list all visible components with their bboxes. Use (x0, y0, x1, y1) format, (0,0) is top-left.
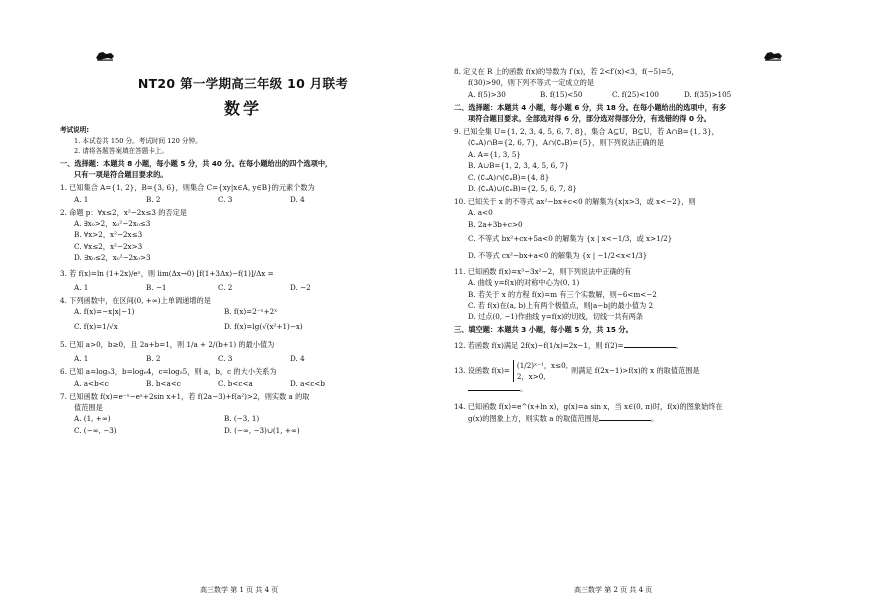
lion-logo-icon (94, 46, 116, 58)
option-c: C. (−∞, −3) (74, 425, 117, 435)
lion-logo-icon (762, 46, 784, 58)
page-footer: 高三数学 第 1 页 共 4 页 (200, 586, 279, 594)
option-d: D. f(35)>105 (684, 89, 732, 99)
question-6-stem: 6. 已知 a=log₅3，b=log₆4，c=log₅5，则 a，b，c 的大小关系为 (60, 367, 277, 377)
option-a: A. f(x)=−x|x|−1) (74, 307, 135, 317)
option-b: B. (−3, 1) (224, 414, 260, 424)
option-d: D. 过点(0, −1)作曲线 y=f(x)的切线，切线一共有两条 (468, 312, 644, 322)
option-d: D. (∁ᵤA)∪(∁ᵤB)={2, 5, 6, 7, 8} (468, 184, 577, 194)
question-7-options-ab (60, 413, 426, 424)
piece-2: 2，x>0, (516, 372, 546, 382)
option-a: A. a<0 (468, 208, 493, 218)
section-2-heading: 二、选择题：本题共 4 小题，每小题 6 分，共 18 分。在每小题给出的选项中，有多 (454, 102, 727, 112)
section-3-heading: 三、填空题：本题共 3 小题，每小题 5 分，共 15 分。 (454, 325, 633, 335)
question-12 (454, 337, 830, 354)
option-d: D. 4 (290, 194, 305, 204)
option-d: D. 4 (290, 354, 305, 364)
answer-blank[interactable] (468, 382, 520, 391)
question-4-stem: 4. 下列函数中，在区间(0, +∞)上单调递增的是 (60, 296, 211, 306)
piecewise-brace (513, 360, 568, 382)
option-a: A. f(5)>30 (468, 89, 506, 99)
question-14-end: 。 (650, 413, 659, 423)
question-10-stem: 10. 已知关于 x 的不等式 ax²−bx+c<0 的解集为{x|x>3，或 x<−2}，则 (454, 196, 696, 206)
option-a: A. 1 (74, 283, 89, 293)
question-9-stem-cont: (∁ᵤA)∩B={2, 6, 7}，A∩(∁ᵤB)={5}，则下列说法正确的是 (468, 138, 664, 148)
section-2-heading-cont: 项符合题目要求。全部选对得 6 分，部分选对得部分分，有选错的得 0 分。 (468, 114, 711, 124)
question-13-tail: 则满足 f(2x−1)>f(x)的 x 的取值范围是 (570, 366, 700, 376)
question-5-stem: 5. 已知 a>0，b≥0，且 2a+b=1，则 1/a + 2/(b+1) 的最小值为 (60, 340, 275, 350)
question-12-stem: 12. 若函数 f(x)满足 2f(x)−f(1/x)=2x−1，则 f(2)= (454, 341, 624, 351)
option-d: D. (−∞, −3)∪(1, +∞) (224, 425, 300, 435)
question-5-options (60, 353, 426, 364)
question-1-options (60, 194, 426, 205)
option-a: A. 曲线 y=f(x)的对称中心为(0, 1) (468, 278, 580, 288)
instructions-heading: 考试说明: (60, 126, 90, 134)
option-d: D. −2 (290, 283, 311, 293)
question-3-stem: 3. 若 f(x)=ln (1+2x)/eˣ，则 lim(Δx→0) [f(1+3Δx)−f(1)]/Δx = (60, 269, 274, 279)
option-c: C. f(x)=1/√x (74, 321, 118, 331)
instruction-2: 2. 请将各题答案填在答题卡上。 (74, 147, 169, 155)
option-c: C. 3 (218, 194, 233, 204)
question-11-stem: 11. 已知函数 f(x)=x³−3x²−2，则下列说法中正确的有 (454, 266, 632, 276)
question-7-stem: 7. 已知函数 f(x)=e⁻ˣ−eˣ+2sin x+1，若 f(2a−3)+f(a²)>2，则实数 a 的取 (60, 391, 310, 401)
option-b: B. −1 (146, 283, 167, 293)
question-12-end: 。 (675, 341, 683, 351)
option-a: A. a<b<c (74, 378, 109, 388)
piece-1: (1/2)ˣ⁻¹，x≤0, (516, 361, 568, 371)
right-page (440, 0, 870, 615)
question-13-stem: 13. 设函数 f(x)= (454, 366, 510, 376)
option-c: C. 不等式 bx²+cx+5a<0 的解集为 {x | x<−1/3，或 x>1/2} (468, 234, 673, 244)
question-13 (454, 360, 830, 382)
option-b: B. A∪B={1, 2, 3, 4, 5, 6, 7} (468, 161, 569, 171)
question-13-end: 。 (520, 384, 528, 394)
question-8-options (454, 89, 830, 100)
question-3-options (60, 282, 426, 293)
section-1-heading: 一、选择题：本题共 8 小题，每小题 5 分，共 40 分。在每小题给出的四个选项中， (60, 159, 333, 168)
option-d: D. ∃x₀≤2，x₀²−2x₀>3 (74, 253, 151, 263)
question-9-stem: 9. 已知全集 U={1, 2, 3, 4, 5, 6, 7, 8}，集合 A⊆U，B⊆U，若 A∩B={1, 3}， (454, 127, 719, 137)
option-c: C. b<c<a (218, 378, 253, 388)
option-b: B. 若关于 x 的方程 f(x)=m 有三个实数解，则−6<m<−2 (468, 289, 657, 299)
question-13-answer (454, 382, 830, 394)
question-14-stem-cont: g(x)的图象上方，则实数 a 的取值范围是 (468, 413, 599, 423)
page-footer: 高三数学 第 2 页 共 4 页 (574, 586, 653, 594)
answer-blank[interactable] (624, 339, 676, 348)
option-d: D. f(x)=lg(√(x²+1)−x) (224, 321, 303, 331)
option-b: B. 2 (146, 194, 161, 204)
question-14-stem-cont-line (454, 412, 830, 424)
question-8-stem: 8. 定义在 R 上的函数 f(x)的导数为 f′(x)，若 2<f′(x)<3，f(−5)=5， (454, 67, 679, 76)
option-a: A. 1 (74, 194, 89, 204)
exam-title: NT20 第一学期高三年级 10 月联考 (137, 76, 349, 91)
option-d: D. a<c<b (290, 378, 326, 388)
option-b: B. 2 (146, 354, 161, 364)
subject-title: 数学 (223, 99, 262, 118)
option-c: C. f(25)<100 (612, 89, 659, 99)
section-1-heading-cont: 只有一项是符合题目要求的。 (74, 170, 168, 180)
option-d: D. 不等式 cx²−bx+a<0 的解集为 {x | −1/2<x<1/3} (468, 251, 648, 261)
option-b: B. ∀x>2，x²−2x≤3 (74, 230, 143, 240)
question-7-stem-cont: 值范围是 (74, 403, 103, 412)
question-7-options-cd (60, 425, 426, 436)
option-b: B. b<a<c (146, 378, 181, 388)
option-a: A. ∃x₀>2，x₀²−2x₀≤3 (74, 219, 151, 229)
option-c: C. (∁ᵤA)∩(∁ᵤB)={4, 8} (468, 172, 550, 182)
option-c: C. 3 (218, 354, 233, 364)
answer-blank[interactable] (599, 412, 651, 421)
question-14-stem: 14. 已知函数 f(x)=e^(x+ln x)，g(x)=a sin x，当 x∈(0, π)时，f(x)的图象始终在 (454, 401, 723, 411)
option-c: C. 2 (218, 283, 233, 293)
option-b: B. 2a+3b+c>0 (468, 219, 523, 229)
option-a: A. A={1, 3, 5} (468, 149, 521, 159)
question-4-options-ab (60, 306, 426, 317)
question-6-options (60, 378, 426, 389)
option-c: C. ∀x≤2，x²−2x>3 (74, 241, 143, 251)
question-8-stem-cont: f(30)>90，则下列不等式一定成立的是 (468, 78, 595, 88)
instruction-1: 1. 本试卷共 150 分。考试时间 120 分钟。 (74, 136, 202, 145)
question-4-options-cd (60, 318, 426, 335)
question-1-stem: 1. 已知集合 A={1, 2}，B={3, 6}，则集合 C={xy|x∈A, y∈B}的元素个数为 (60, 183, 315, 193)
option-b: B. f(15)<50 (540, 89, 583, 99)
option-a: A. (1, +∞) (74, 414, 111, 424)
option-c: C. 若 f(x)在(a, b)上有两个极值点，则|a−b|的最小值为 2 (468, 300, 654, 310)
question-2-stem: 2. 命题 p：∀x≤2，x²−2x≤3 的否定是 (60, 207, 187, 217)
option-b: B. f(x)=2⁻ˣ+2ˣ (224, 307, 278, 317)
option-a: A. 1 (74, 354, 89, 364)
